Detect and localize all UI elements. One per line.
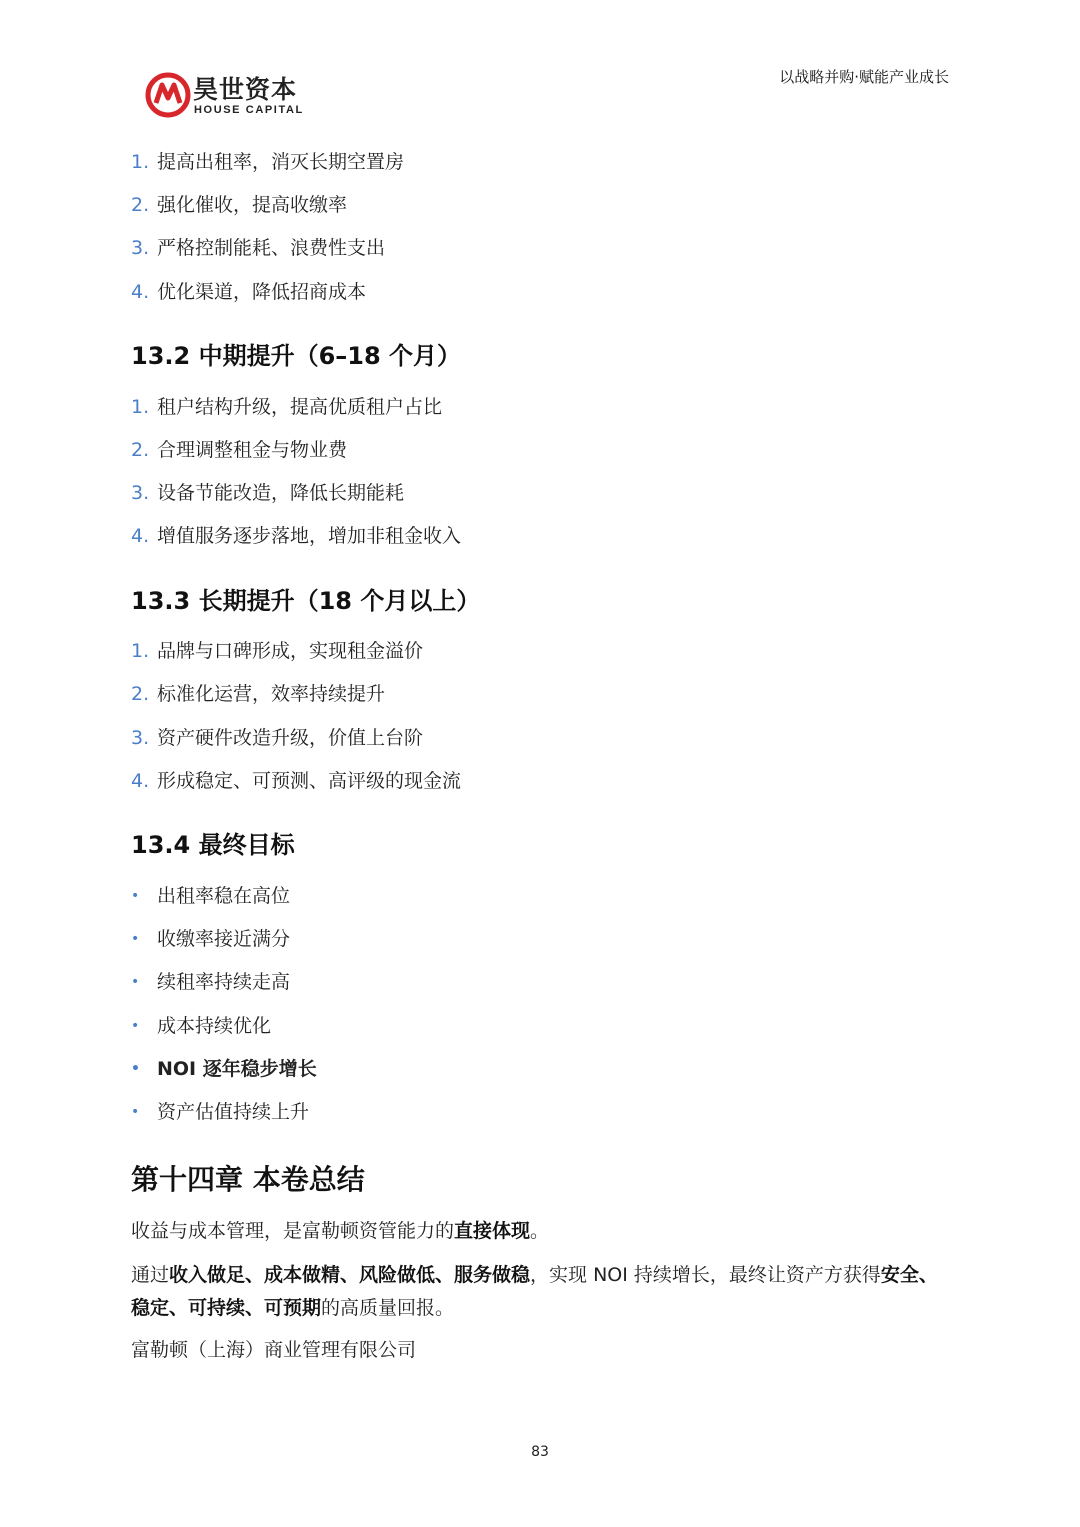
list-item: 4. 形成稳定、可预测、高评级的现金流 — [131, 770, 462, 792]
list-item: 4. 优化渠道，降低招商成本 — [131, 281, 367, 303]
page-number: 83 — [531, 1444, 549, 1460]
bullet-item: • 出租率稳在高位 — [131, 885, 291, 907]
brand-name-en: HOUSE CAPITAL — [194, 104, 304, 116]
company-name: 富勒顿（上海）商业管理有限公司 — [131, 1339, 417, 1361]
bullet-item: • 续租率持续走高 — [131, 971, 291, 993]
list-item: 2. 标准化运营，效率持续提升 — [131, 683, 386, 705]
list-item: 1. 提高出租率，消灭长期空置房 — [131, 151, 405, 173]
list-item: 2. 合理调整租金与物业费 — [131, 439, 348, 461]
bullet-item: • NOI 逐年稳步增长 — [131, 1058, 317, 1080]
brand-name-cn: 昊世资本 — [193, 75, 298, 104]
list-item: 2. 强化催收，提高收缴率 — [131, 194, 348, 216]
list-item: 3. 设备节能改造，降低长期能耗 — [131, 482, 405, 504]
bullet-icon: • — [131, 888, 140, 904]
summary-paragraph-2: 通过收入做足、成本做精、风险做低、服务做稳，实现 NOI 持续增长，最终让资产方获得安全、稳定、可持续、可预期的高质量回报。 — [131, 1264, 938, 1319]
list-item: 3. 资产硬件改造升级，价值上台阶 — [131, 727, 424, 749]
summary-paragraph-1: 收益与成本管理，是富勒顿资管能力的直接体现。 — [131, 1220, 550, 1242]
house-capital-logo-icon — [145, 72, 191, 118]
header-slogan: 以战略并购·赋能产业成长 — [779, 68, 949, 86]
bullet-icon: • — [131, 1104, 140, 1120]
bullet-icon: • — [131, 974, 140, 990]
bullet-item: • 资产估值持续上升 — [131, 1101, 310, 1123]
bullet-icon: • — [131, 1018, 140, 1034]
section-heading-13-2: 13.2 中期提升（6–18 个月） — [131, 342, 462, 370]
chapter-heading-14: 第十四章 本卷总结 — [131, 1163, 365, 1196]
section-heading-13-4: 13.4 最终目标 — [131, 831, 295, 859]
bullet-icon: • — [131, 931, 140, 947]
list-item: 4. 增值服务逐步落地，增加非租金收入 — [131, 525, 462, 547]
list-item: 3. 严格控制能耗、浪费性支出 — [131, 237, 386, 259]
section-heading-13-3: 13.3 长期提升（18 个月以上） — [131, 587, 481, 615]
bullet-item: • 成本持续优化 — [131, 1015, 272, 1037]
company-logo — [145, 72, 345, 120]
bullet-icon: • — [131, 1061, 140, 1077]
bullet-item: • 收缴率接近满分 — [131, 928, 291, 950]
list-item: 1. 品牌与口碑形成，实现租金溢价 — [131, 640, 424, 662]
list-item: 1. 租户结构升级，提高优质租户占比 — [131, 396, 443, 418]
